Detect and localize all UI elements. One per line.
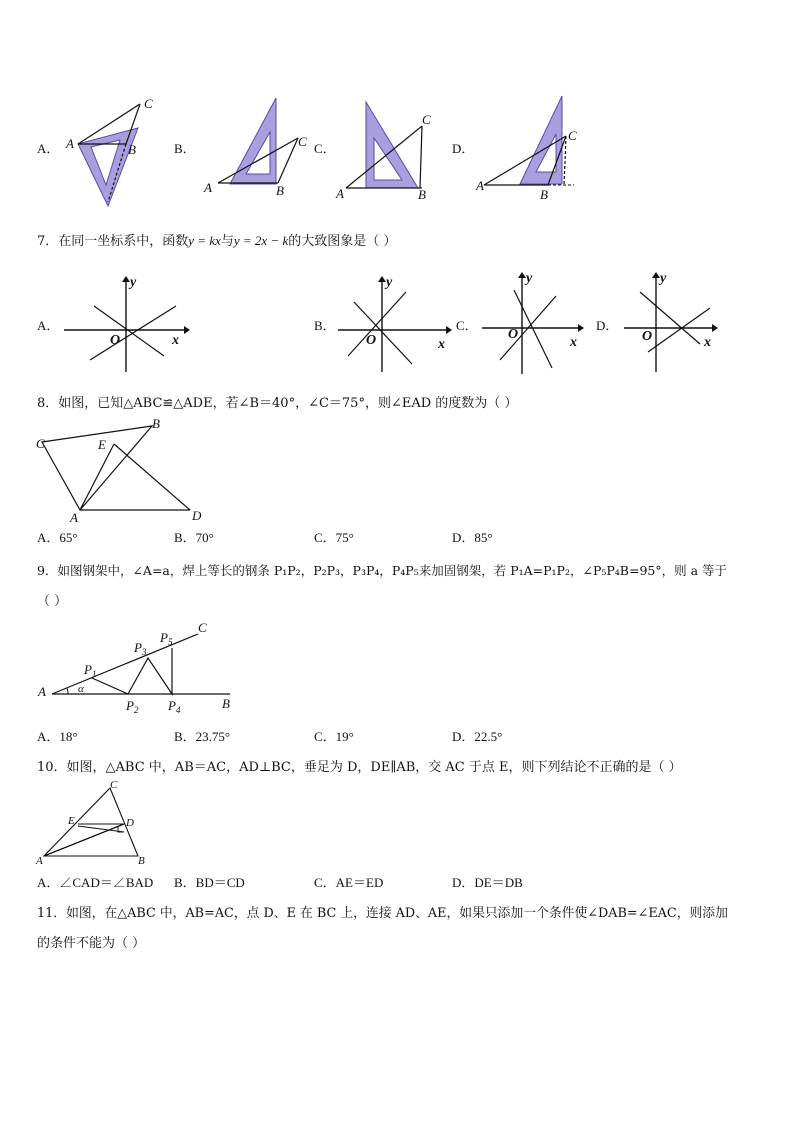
q6b-label-C: C — [298, 134, 307, 149]
q6-option-c-label: C． — [314, 141, 336, 156]
q6-figure-a — [58, 92, 168, 212]
q7d-x-label: x — [704, 335, 711, 350]
q7b-origin-label: O — [366, 333, 377, 348]
q9-label-P4: $P_4$ — [168, 698, 181, 715]
q7-graph-a — [60, 272, 190, 377]
q6c-label-B: B — [418, 187, 426, 202]
q9-stem: 9．如图钢架中，∠A=a，焊上等长的钢条 P₁P₂，P₂P₃，P₃P₄，P₄P₅来加固钢架，若 P₁A=P₁P₂，∠P₅P₄B=95°，则 a 等于 — [37, 563, 727, 578]
q7-option-c-label: C． — [456, 318, 478, 333]
q8-label-B: B — [152, 416, 160, 431]
q9-label-P3: $P_3$ — [134, 640, 147, 657]
q10-option-d: D．DE＝DB — [452, 875, 523, 890]
q9-option-d: D．22.5° — [452, 729, 503, 744]
q10-label-D: D — [126, 817, 134, 829]
q7d-origin-label: O — [642, 329, 653, 344]
q9-stem-paren: （ ） — [37, 594, 68, 609]
q9-label-C: C — [198, 620, 207, 635]
q11-line2: 的条件不能为（ ） — [37, 936, 146, 951]
q8-label-D: D — [192, 508, 202, 523]
q7a-y-label: y — [130, 275, 137, 290]
q7-eq2: y = 2x − k — [233, 233, 289, 248]
q9-label-P1: $P_1$ — [84, 662, 97, 679]
q10-label-B: B — [138, 855, 145, 867]
q7c-x-label: x — [570, 335, 577, 350]
q6c-label-C: C — [422, 112, 431, 127]
q11-line1: 11．如图，在△ABC 中，AB=AC，点 D、E 在 BC 上，连接 AD、AE，如果只添加一个条件使∠DAB=∠EAC，则添加 — [37, 906, 728, 921]
q9-option-c: C．19° — [314, 729, 354, 744]
q7-eq1: y = kx — [188, 233, 221, 248]
q8-stem: 8．如图，已知△ABC≌△ADE，若∠B＝40°，∠C＝75°，则∠EAD 的度数为（ ） — [37, 396, 518, 411]
q8-label-E: E — [98, 437, 106, 452]
q6-option-a-label: A． — [37, 141, 60, 156]
q7-option-a-label: A． — [37, 318, 60, 333]
q6-figure-d — [474, 92, 584, 207]
q6-figure-c — [334, 96, 444, 206]
q10-option-a: A．∠CAD＝∠BAD — [37, 875, 154, 890]
q7-stem-mid: 与 — [220, 234, 234, 249]
q10-label-C: C — [110, 779, 118, 791]
q9-option-a: A．18° — [37, 729, 78, 744]
q8-option-d: D．85° — [452, 530, 493, 545]
q6d-label-A: A — [476, 178, 484, 193]
q7a-origin-label: O — [110, 333, 121, 348]
q6a-label-C: C — [144, 96, 153, 111]
q8-option-a: A．65° — [37, 530, 78, 545]
q8-option-c: C．75° — [314, 530, 354, 545]
q6d-label-B: B — [540, 187, 548, 202]
q8-option-b: B．70° — [174, 530, 214, 545]
q10-option-b: B．BD＝CD — [174, 875, 245, 890]
q7-option-b-label: B． — [314, 318, 336, 333]
q7-option-d-label: D． — [596, 318, 619, 333]
q10-label-A: A — [36, 855, 43, 867]
q6a-label-A: A — [66, 136, 74, 151]
q10-label-E: E — [68, 815, 75, 827]
q7c-y-label: y — [526, 271, 533, 286]
q8-label-C: C — [36, 436, 45, 451]
q9-label-A: A — [38, 684, 46, 699]
q7b-x-label: x — [438, 337, 445, 352]
q9-label-P2: $P_2$ — [126, 698, 139, 715]
q6-option-b-label: B． — [174, 141, 196, 156]
q7d-y-label: y — [660, 271, 667, 286]
q10-stem: 10．如图，△ABC 中，AB＝AC，AD⊥BC，垂足为 D，DE∥AB，交 AC 于点 E，则下列结论不正确的是（ ） — [37, 760, 682, 775]
q10-figure — [34, 778, 154, 868]
q10-option-c: C．AE＝ED — [314, 875, 384, 890]
q7-graph-d — [620, 268, 720, 378]
q6-figure-b — [200, 94, 315, 204]
q6b-label-B: B — [276, 183, 284, 198]
q9-label-P5: $P_5$ — [160, 630, 173, 647]
q6c-label-A: A — [336, 186, 344, 201]
q7-stem — [37, 233, 396, 250]
q7a-x-label: x — [172, 333, 179, 348]
q9-label-alpha: α — [78, 683, 84, 695]
q7b-y-label: y — [386, 275, 393, 290]
q6b-label-A: A — [204, 180, 212, 195]
q9-option-b: B．23.75° — [174, 729, 231, 744]
q7-stem-post: 的大致图象是（ ） — [288, 234, 397, 249]
q7-graph-b — [334, 272, 454, 377]
q6a-label-B: B — [128, 142, 136, 157]
q7c-origin-label: O — [508, 327, 519, 342]
q7-stem-pre: 7．在同一坐标系中，函数 — [37, 234, 189, 249]
q7-graph-c — [478, 268, 586, 378]
q8-label-A: A — [70, 510, 78, 524]
q6d-label-C: C — [568, 128, 577, 143]
q9-figure — [34, 616, 244, 716]
q8-figure — [30, 414, 220, 524]
q6-option-d-label: D． — [452, 141, 475, 156]
q9-label-B: B — [222, 696, 230, 711]
